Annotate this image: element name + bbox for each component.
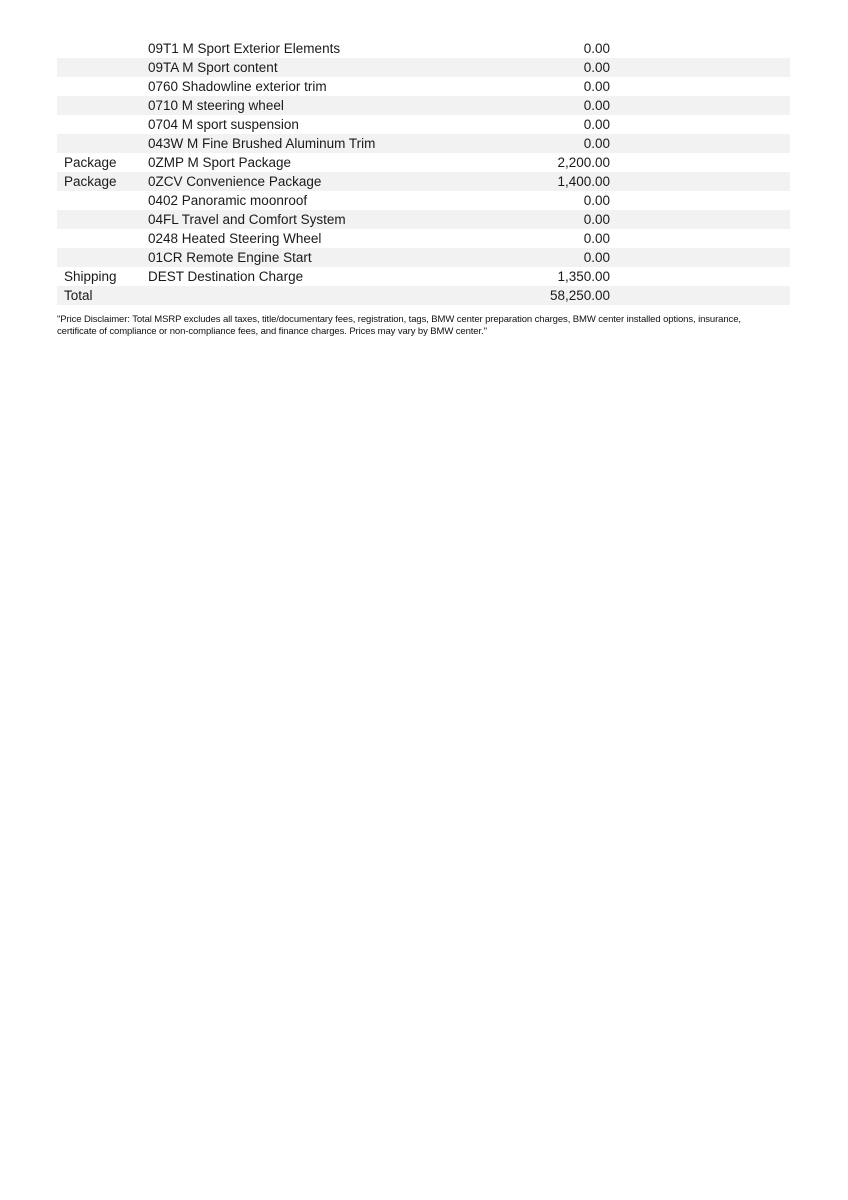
amount-cell: 1,400.00 [557,174,610,189]
table-row [57,115,790,134]
amount-cell: 0.00 [583,136,610,151]
table-row [57,210,790,229]
price-table [57,39,790,305]
description-cell: 0402 Panoramic moonroof [148,193,308,208]
description-cell: 0248 Heated Steering Wheel [148,231,322,246]
description-cell: 04FL Travel and Comfort System [148,212,346,227]
category-cell: Shipping [64,269,117,284]
amount-cell: 58,250.00 [549,288,610,303]
amount-cell: 0.00 [583,250,610,265]
amount-cell: 0.00 [583,60,610,75]
category-cell: Total [64,288,93,303]
table-row [57,172,790,191]
table-row [57,229,790,248]
description-cell: 0ZMP M Sport Package [148,155,292,170]
price-disclaimer: "Price Disclaimer: Total MSRP excludes all taxes, title/documentary fees, registration, tags, BMW center preparation charges, BMW center installed options, insurance, certificate of compliance or non-compliance fees, and finance charges. Prices may vary by BMW center." [57,314,741,338]
description-cell: 01CR Remote Engine Start [148,250,312,265]
table-row [57,58,790,77]
amount-cell: 0.00 [583,98,610,113]
description-cell: 0ZCV Convenience Package [148,174,322,189]
table-row [57,96,790,115]
amount-cell: 1,350.00 [557,269,610,284]
description-cell: 09TA M Sport content [148,60,278,75]
description-cell: 09T1 M Sport Exterior Elements [148,41,341,56]
amount-cell: 0.00 [583,117,610,132]
amount-cell: 0.00 [583,41,610,56]
description-cell: 0704 M sport suspension [148,117,299,132]
table-row [57,248,790,267]
table-row [57,39,790,58]
amount-cell: 0.00 [583,231,610,246]
table-row [57,153,790,172]
description-cell: 0760 Shadowline exterior trim [148,79,327,94]
table-row [57,267,790,286]
category-cell: Package [64,174,117,189]
amount-cell: 0.00 [583,79,610,94]
table-row [57,286,790,305]
description-cell: 043W M Fine Brushed Aluminum Trim [148,136,376,151]
category-cell: Package [64,155,117,170]
amount-cell: 2,200.00 [557,155,610,170]
table-row [57,134,790,153]
table-row [57,191,790,210]
amount-cell: 0.00 [583,212,610,227]
description-cell: 0710 M steering wheel [148,98,284,113]
amount-cell: 0.00 [583,193,610,208]
description-cell: DEST Destination Charge [148,269,304,284]
table-row [57,77,790,96]
